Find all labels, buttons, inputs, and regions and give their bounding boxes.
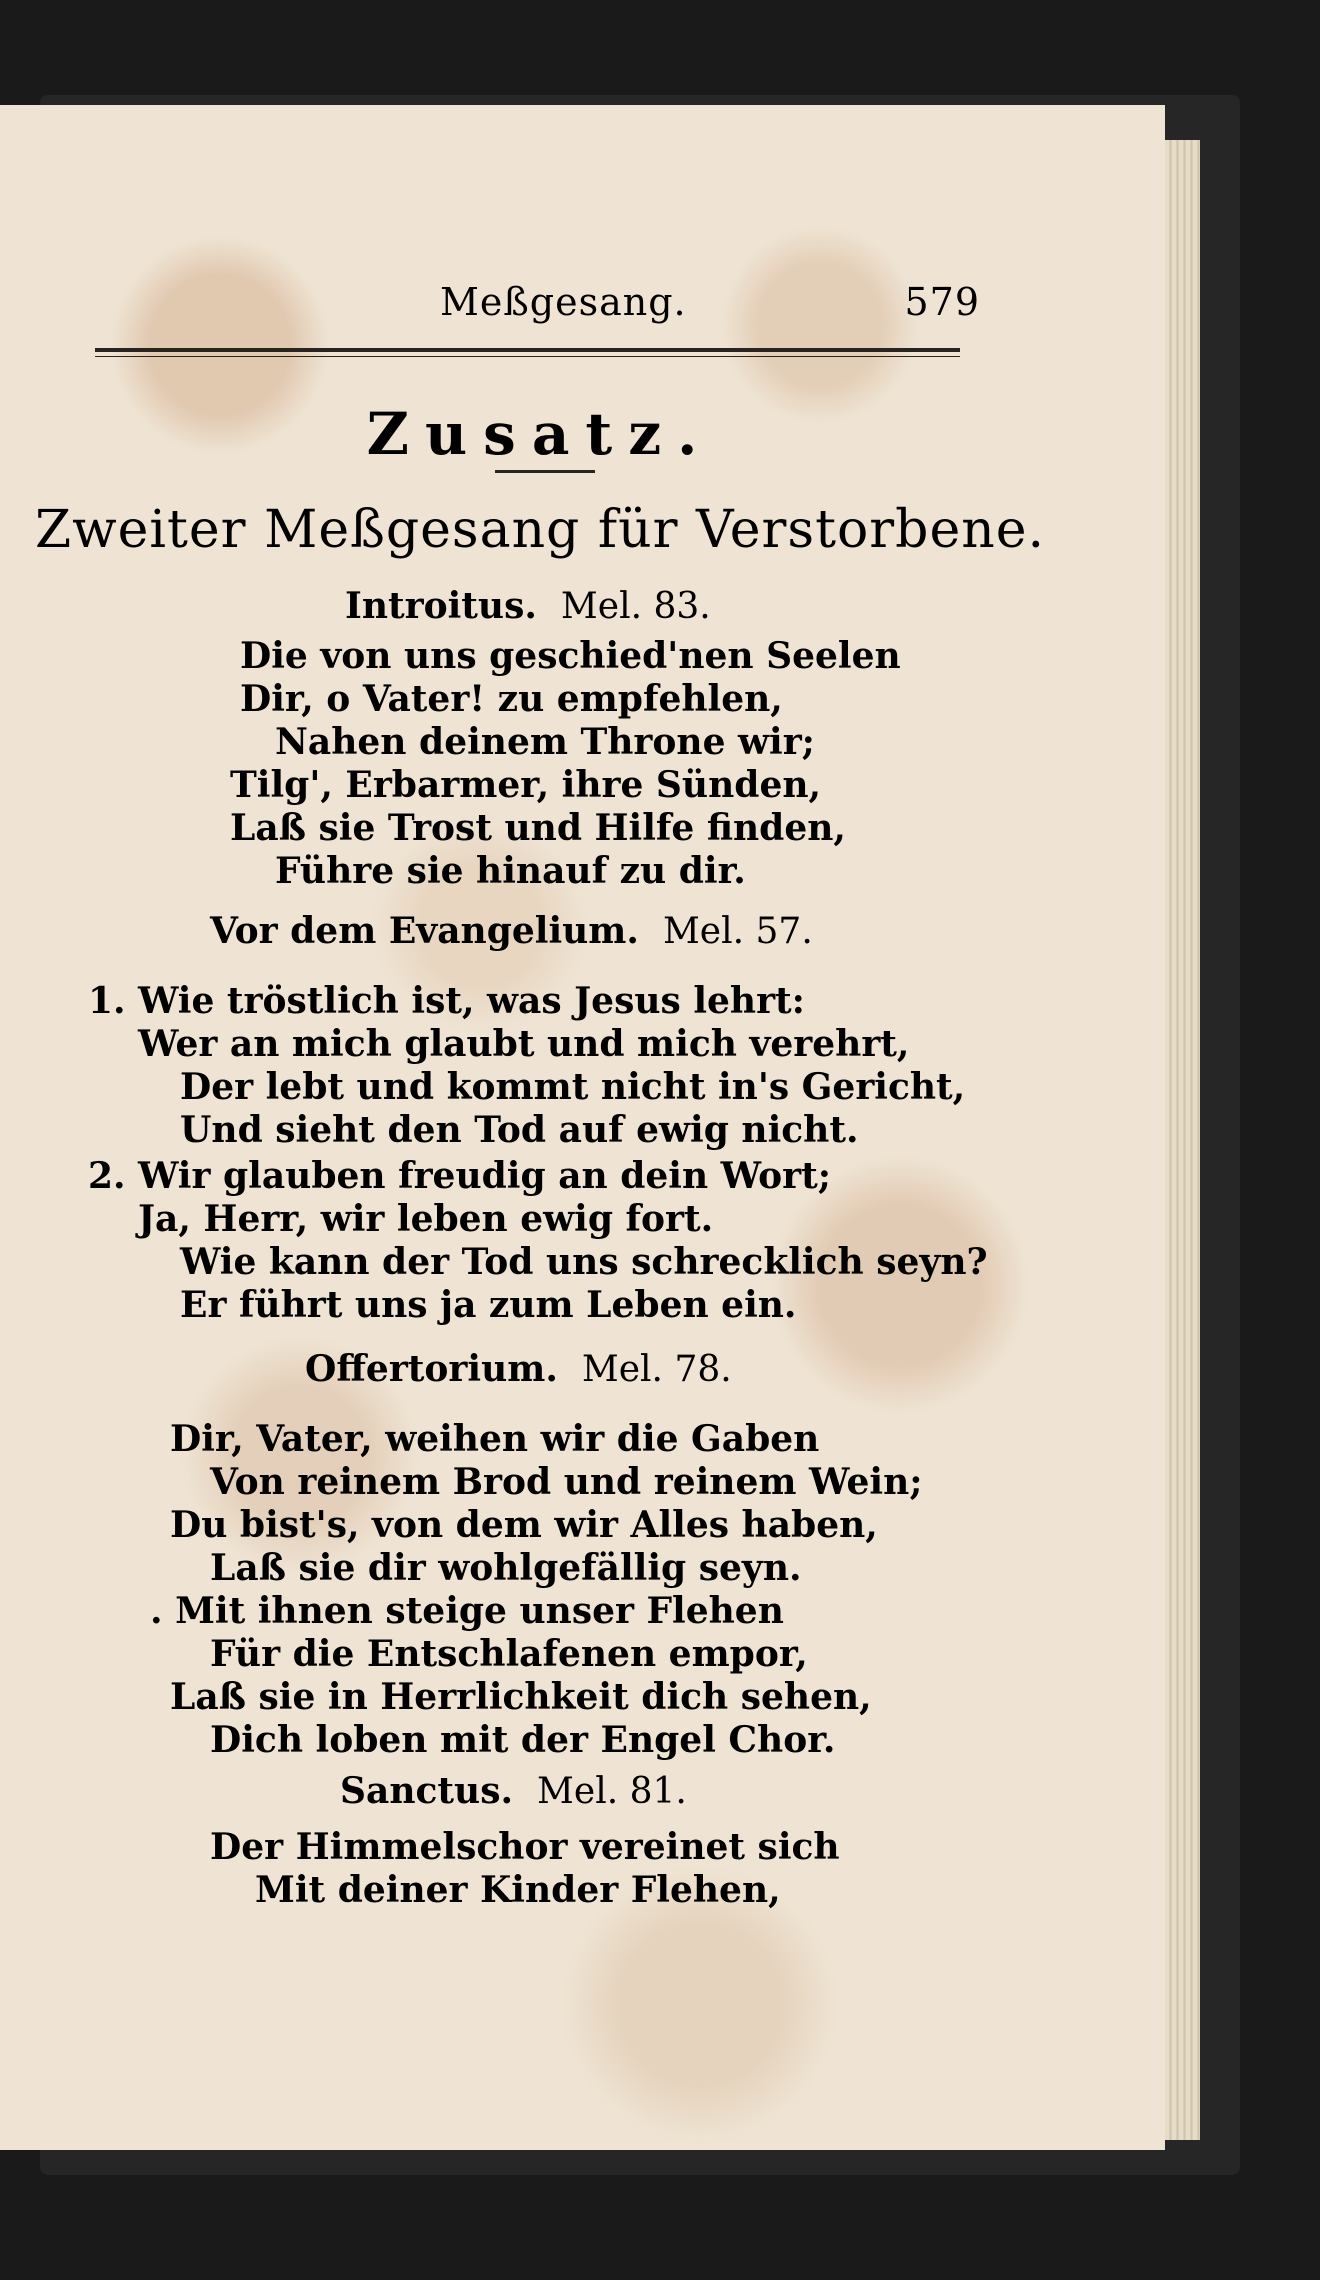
section-heading: Zusatz. [366, 400, 714, 468]
page-number: 579 [904, 280, 980, 324]
verse-number: 1. [88, 980, 126, 1022]
offertorium-line: Von reinem Brod und reinem Wein; [210, 1461, 923, 1503]
offertorium-line: Laß sie dir wohlgefällig seyn. [210, 1547, 802, 1589]
evangelium-line: Und sieht den Tod auf ewig nicht. [180, 1109, 859, 1151]
running-head [440, 280, 980, 330]
evangelium-label: Vor dem Evangelium. [210, 910, 639, 952]
evangelium-line: Der lebt und kommt nicht in's Gericht, [180, 1066, 966, 1108]
offertorium-line: Dich loben mit der Engel Chor. [210, 1719, 836, 1761]
sanctus-label: Sanctus. [340, 1770, 514, 1812]
sanctus-line: Der Himmelschor vereinet sich [210, 1826, 840, 1868]
offertorium-melody: Mel. 78. [581, 1349, 732, 1390]
offertorium-line: Für die Entschlafenen empor, [210, 1633, 808, 1675]
evangelium-line: Wer an mich glaubt und mich verehrt, [138, 1023, 910, 1065]
verse-number: 2. [88, 1155, 126, 1197]
evangelium-melody: Mel. 57. [662, 911, 813, 952]
introitus-melody: Mel. 83. [560, 586, 711, 627]
introitus-heading [345, 585, 711, 627]
header-rule-thin [95, 356, 960, 357]
evangelium-line: Wie kann der Tod uns schrecklich seyn? [180, 1241, 988, 1283]
header-rule [95, 348, 960, 352]
offertorium-line: Dir, Vater, weihen wir die Gaben [170, 1418, 820, 1460]
offertorium-heading [305, 1348, 732, 1390]
introitus-line: Führe sie hinauf zu dir. [275, 850, 746, 892]
offertorium-line: Du bist's, von dem wir Alles haben, [170, 1504, 878, 1546]
introitus-line: Tilg', Erbarmer, ihre Sünden, [230, 764, 822, 806]
introitus-line: Laß sie Trost und Hilfe finden, [230, 807, 846, 849]
introitus-label: Introitus. [345, 585, 537, 627]
sanctus-line: Mit deiner Kinder Flehen, [255, 1869, 781, 1911]
sanctus-melody: Mel. 81. [537, 1771, 687, 1812]
section-rule [495, 470, 595, 473]
introitus-line: Die von uns geschied'nen Seelen [240, 635, 901, 677]
evangelium-line: Wie tröstlich ist, was Jesus lehrt: [138, 980, 805, 1022]
offertorium-label: Offertorium. [305, 1348, 558, 1390]
sanctus-heading [340, 1770, 687, 1812]
evangelium-heading [210, 910, 813, 952]
main-title: Zweiter Meßgesang für Verstorbene. [34, 500, 1046, 560]
evangelium-line: Wir glauben freudig an dein Wort; [138, 1155, 832, 1197]
introitus-line: Nahen deinem Throne wir; [275, 721, 815, 763]
introitus-line: Dir, o Vater! zu empfehlen, [240, 678, 783, 720]
evangelium-line: Ja, Herr, wir leben ewig fort. [138, 1198, 714, 1240]
evangelium-line: Er führt uns ja zum Leben ein. [180, 1284, 797, 1326]
running-title: Meßgesang. [440, 280, 687, 324]
offertorium-line: . Mit ihnen steige unser Flehen [150, 1590, 784, 1632]
offertorium-line: Laß sie in Herrlichkeit dich sehen, [170, 1676, 872, 1718]
